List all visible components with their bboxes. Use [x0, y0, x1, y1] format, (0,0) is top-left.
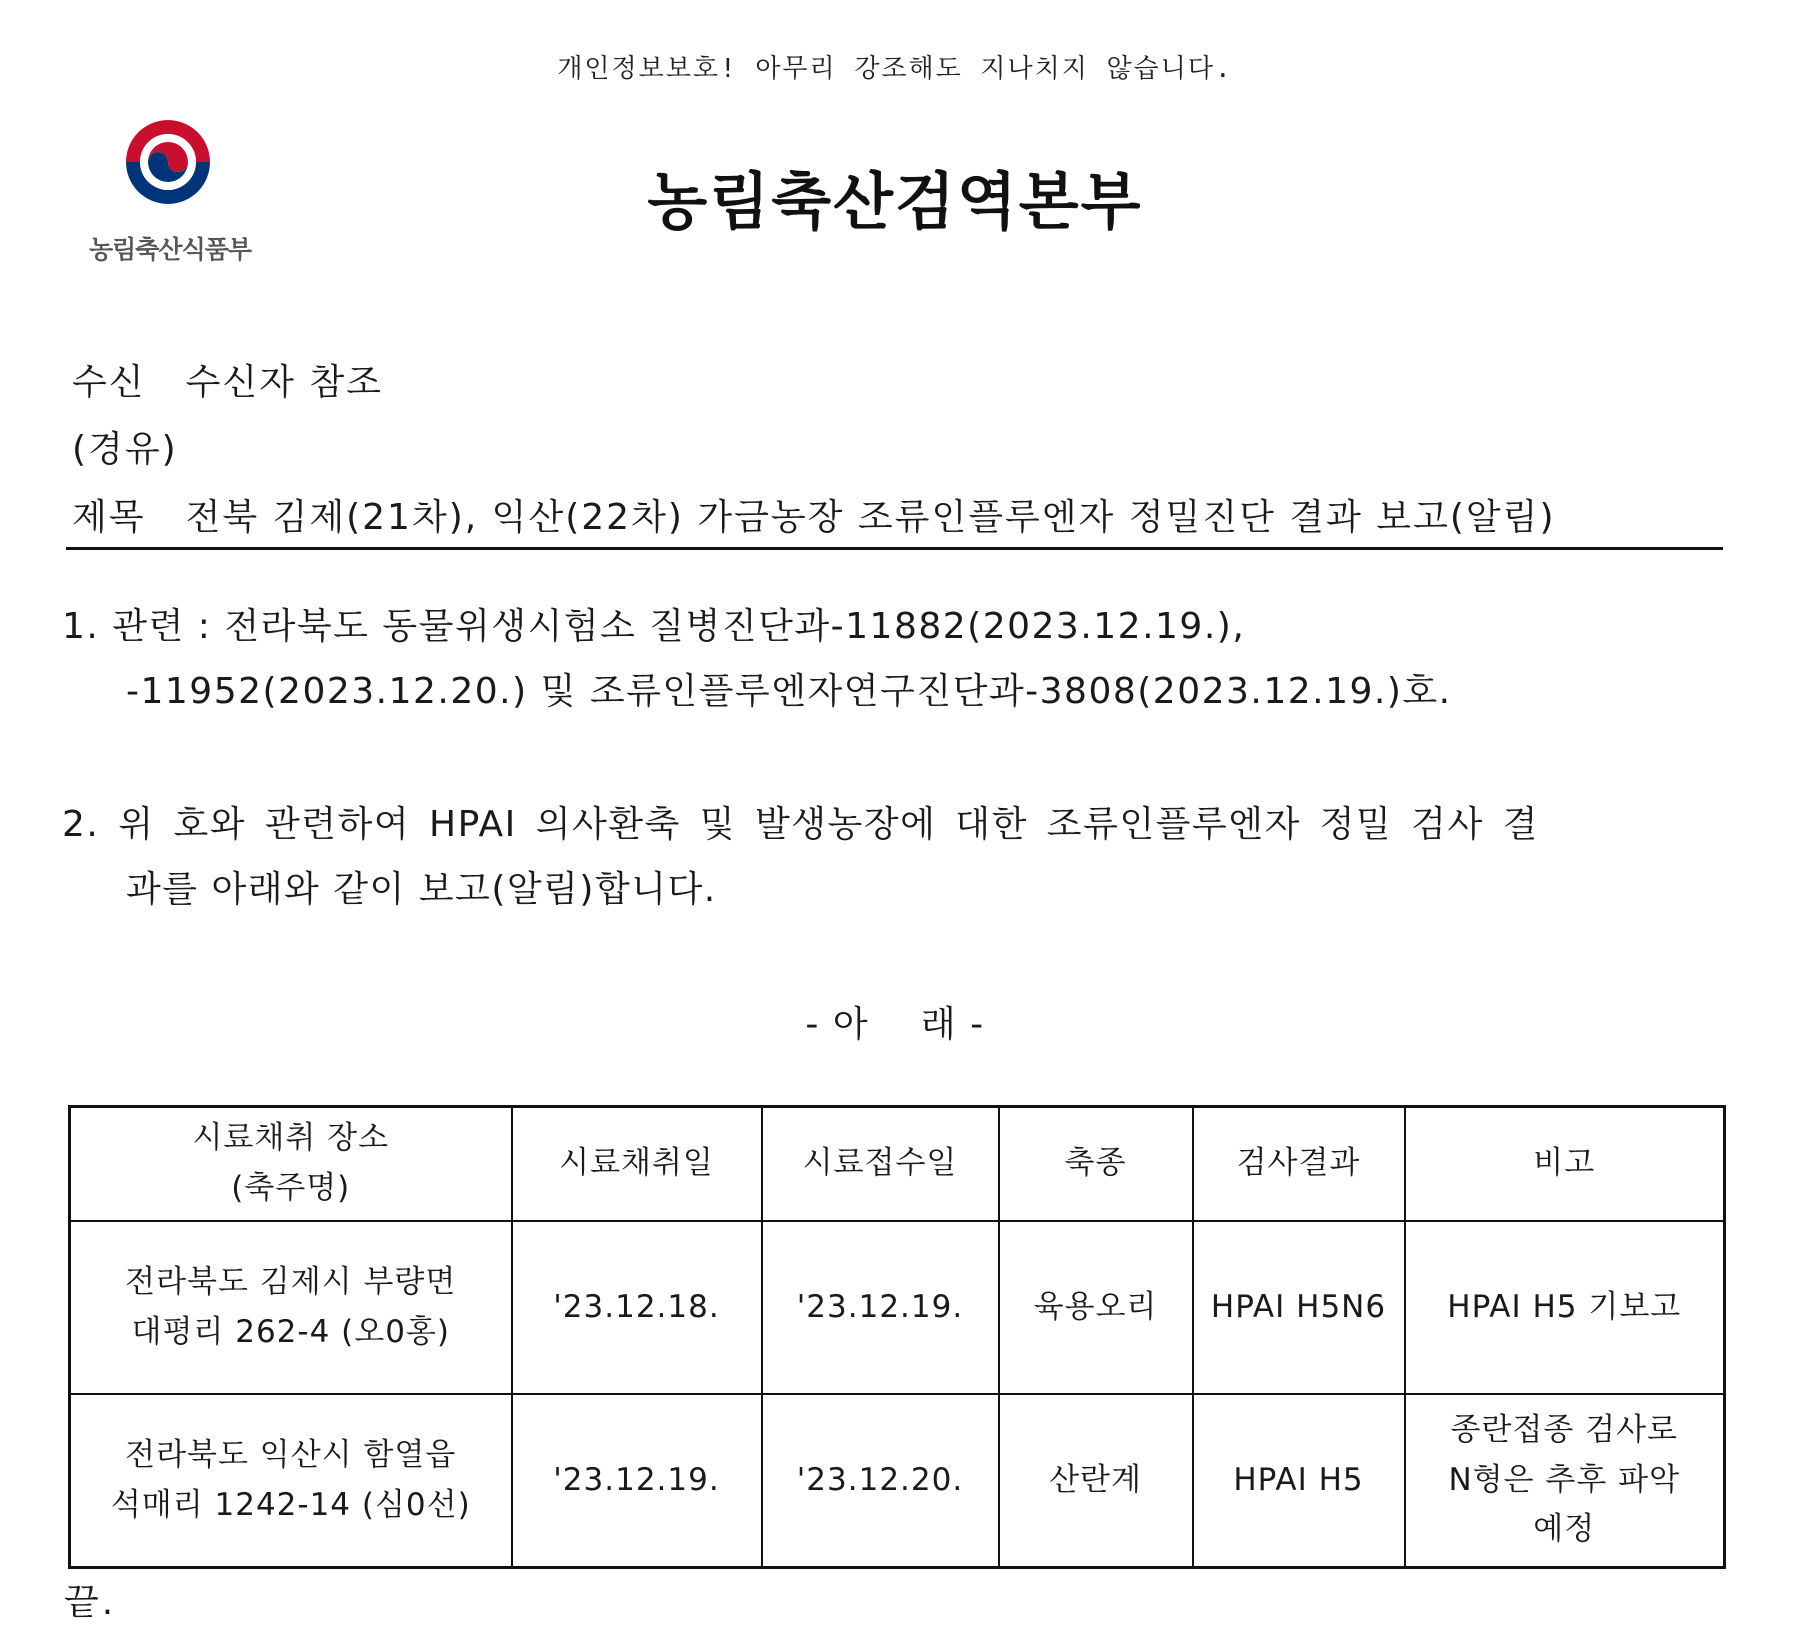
closing-mark: 끝.: [64, 1582, 117, 1623]
header-receipt-date: 시료접수일: [762, 1107, 999, 1222]
cell-species: 산란계: [999, 1394, 1193, 1568]
subject-value: 전북 김제(21차), 익산(22차) 가금농장 조류인플루엔자 정밀진단 결과 보고(알림): [185, 497, 1556, 538]
cell-receipt-date: '23.12.20.: [762, 1394, 999, 1568]
subject-label: 제목: [72, 497, 146, 538]
recipient-line: [72, 354, 383, 405]
ministry-name: 농림축산식품부: [88, 235, 252, 264]
table-row: [70, 1394, 1725, 1568]
header-result: 검사결과: [1193, 1107, 1405, 1222]
cell-note: 종란접종 검사로 N형은 추후 파악 예정: [1405, 1394, 1725, 1568]
header-species: 축종: [999, 1107, 1193, 1222]
subject-line: [72, 489, 1556, 540]
header-note: 비고: [1405, 1107, 1725, 1222]
privacy-banner: 개인정보보호! 아무리 강조해도 지나치지 않습니다.: [557, 54, 1233, 84]
subject-divider: [66, 547, 1723, 550]
cell-species: 육용오리: [999, 1221, 1193, 1394]
item1-line2: -11952(2023.12.20.) 및 조류인플루엔자연구진단과-3808(2023.12.19.)호.: [126, 671, 1452, 712]
result-table: [68, 1105, 1723, 1569]
cell-result: HPAI H5N6: [1193, 1221, 1405, 1394]
agency-title: 농림축산검역본부: [647, 165, 1143, 238]
cell-sampling-date: '23.12.18.: [512, 1221, 762, 1394]
item2-line2: 과를 아래와 같이 보고(알림)합니다.: [126, 869, 717, 910]
section-separator: - 아 래 -: [805, 1004, 985, 1045]
header-sampling-date: 시료채취일: [512, 1107, 762, 1222]
item2-line1: 2. 위 호와 관련하여 HPAI 의사환축 및 발생농장에 대한 조류인플루엔자 정밀 검사 결: [62, 804, 1539, 845]
header-location: 시료채취 장소 (축주명): [70, 1107, 512, 1222]
cell-location: 전라북도 김제시 부량면 대평리 262-4 (오0홍): [70, 1221, 512, 1394]
via-line: [72, 421, 178, 472]
cell-location: 전라북도 익산시 함열읍 석매리 1242-14 (심0선): [70, 1394, 512, 1568]
table-header-row: [70, 1107, 1725, 1222]
item1-line1: 1. 관련 : 전라북도 동물위생시험소 질병진단과-11882(2023.12.19.),: [62, 606, 1246, 647]
recipient-label: 수신: [72, 362, 146, 403]
table-row: [70, 1221, 1725, 1394]
cell-sampling-date: '23.12.19.: [512, 1394, 762, 1568]
cell-result: HPAI H5: [1193, 1394, 1405, 1568]
recipient-value: 수신자 참조: [185, 362, 383, 403]
cell-note: HPAI H5 기보고: [1405, 1221, 1725, 1394]
via-label: (경유): [72, 429, 178, 470]
cell-receipt-date: '23.12.19.: [762, 1221, 999, 1394]
